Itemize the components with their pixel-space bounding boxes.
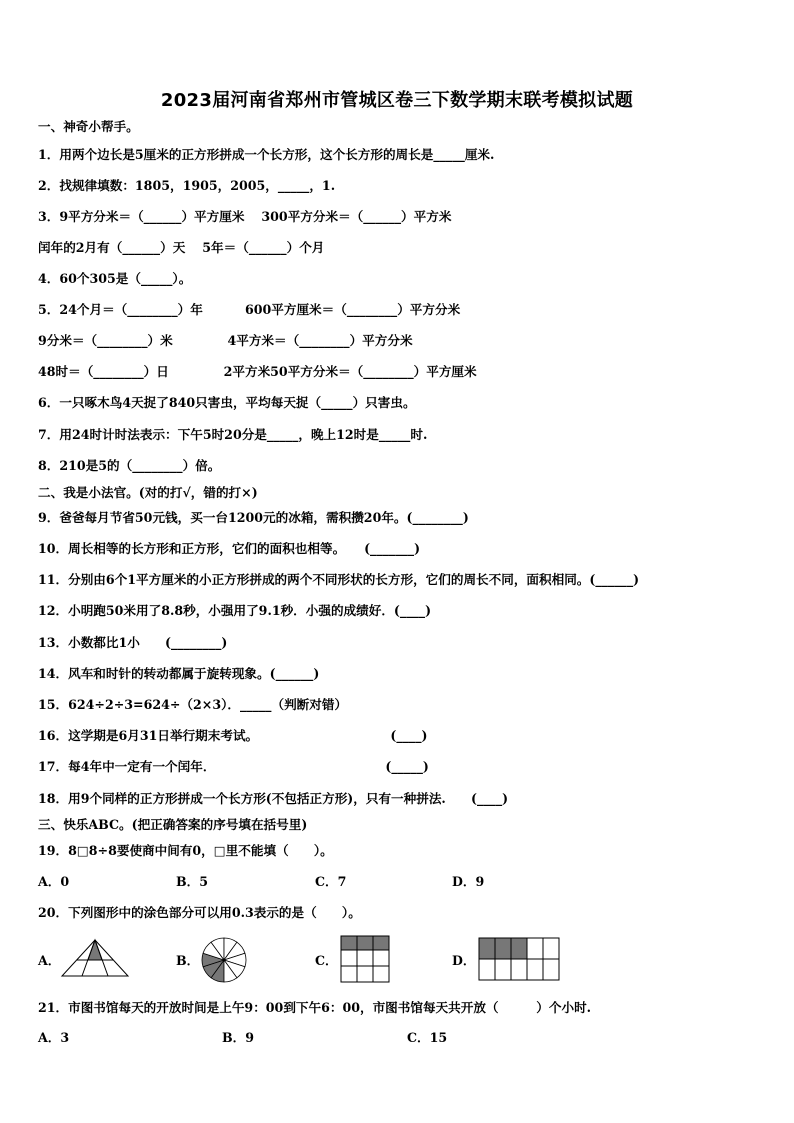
question-line: 11．分别由6个1平方厘米的小正方形拼成的两个不同形状的长方形，它们的周长不同，面积相同。(______) xyxy=(38,572,640,587)
question-line: 二、我是小法官。(对的打√，错的打×) xyxy=(38,485,258,500)
q21-option-b: B．9 xyxy=(222,1030,255,1045)
question-line: 16．这学期是6月31日举行期末考试。 (____) xyxy=(38,728,428,743)
question-line: 20．下列图形中的涂色部分可以用0.3表示的是（ ）。 xyxy=(38,905,361,920)
question-line: 6．一只啄木鸟4天捉了840只害虫，平均每天捉（_____）只害虫。 xyxy=(38,395,416,410)
question-line: 17．每4年中一定有一个闰年． (_____) xyxy=(38,759,429,774)
question-line: 14．风车和时针的转动都属于旋转现象。(______) xyxy=(38,666,320,681)
q19-option-c: C．7 xyxy=(315,874,347,889)
question-line: 8．210是5的（________）倍。 xyxy=(38,458,221,473)
question-line: 19．8□8÷8要使商中间有0，□里不能填（ ）。 xyxy=(38,843,333,858)
question-line: 48时＝（________）日 2平方米50平方分米＝（________）平方厘米 xyxy=(38,364,477,379)
q20-option-a: A． xyxy=(38,953,61,968)
question-line: 2．找规律填数：1805，1905，2005，_____，1. xyxy=(38,178,336,193)
question-line: 5．24个月＝（________）年 600平方厘米＝（________）平方分米 xyxy=(38,302,461,317)
q20-option-d: D． xyxy=(452,953,476,968)
question-line: 3．9平方分米＝（______）平方厘米 300平方分米＝（______）平方米 xyxy=(38,209,452,224)
question-line: 7．用24时计时法表示：下午5时20分是_____，晚上12时是_____时. xyxy=(38,427,428,442)
question-line: 4．60个305是（_____）。 xyxy=(38,271,192,286)
question-line: 12．小明跑50米用了8.8秒，小强用了9.1秒．小强的成绩好．(____) xyxy=(38,603,432,618)
triangle-figure xyxy=(60,938,130,978)
question-line: 15．624÷2÷3=624÷（2×3）．_____（判断对错） xyxy=(38,697,348,712)
q19-option-b: B．5 xyxy=(176,874,209,889)
q20-option-b: B． xyxy=(176,953,200,968)
grid-figure-c xyxy=(340,935,392,983)
question-line: 9分米＝（________）米 4平方米＝（________）平方分米 xyxy=(38,333,413,348)
question-line: 1．用两个边长是5厘米的正方形拼成一个长方形，这个长方形的周长是_____厘米. xyxy=(38,147,495,162)
page-title: 2023届河南省郑州市管城区卷三下数学期末联考模拟试题 xyxy=(160,90,634,111)
q19-option-d: D．9 xyxy=(452,874,485,889)
q21-option-a: A．3 xyxy=(38,1030,70,1045)
question-line: 21．市图书馆每天的开放时间是上午9：00到下午6：00，市图书馆每天共开放（ ）个小时. xyxy=(38,1000,592,1015)
question-line: 18．用9个同样的正方形拼成一个长方形(不包括正方形)，只有一种拼法. (____) xyxy=(38,791,509,806)
question-line: 三、快乐ABC。(把正确答案的序号填在括号里) xyxy=(38,817,308,832)
question-line: 9．爸爸每月节省50元钱，买一台1200元的冰箱，需积攒20年。(________) xyxy=(38,510,469,525)
grid-figure-d xyxy=(478,937,562,981)
question-line: 闰年的2月有（______）天 5年＝（______）个月 xyxy=(38,240,325,255)
question-line: 一、神奇小帮手。 xyxy=(38,119,139,134)
q19-option-a: A．0 xyxy=(38,874,70,889)
circle-figure xyxy=(200,936,248,984)
q20-option-c: C． xyxy=(315,953,338,968)
question-line: 10．周长相等的长方形和正方形，它们的面积也相等。 (_______) xyxy=(38,541,421,556)
q21-option-c: C．15 xyxy=(407,1030,448,1045)
question-line: 13．小数都比1小 (________) xyxy=(38,635,228,650)
